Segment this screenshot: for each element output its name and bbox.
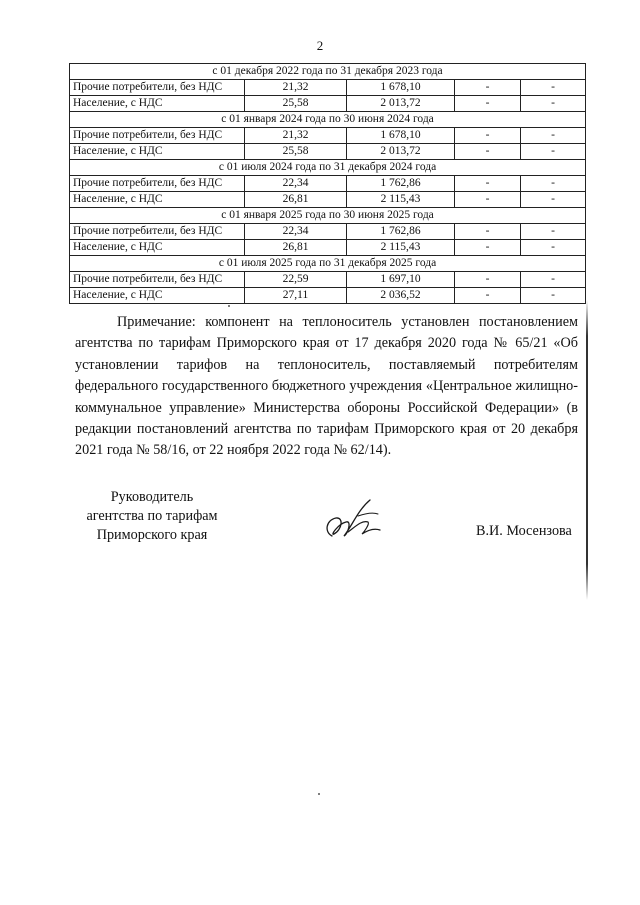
tariff-value-1: 21,32 [245,80,347,96]
tariff-value-1: 22,34 [245,176,347,192]
tariff-value-4: - [521,288,586,304]
tariff-value-3: - [455,176,521,192]
table-row [70,224,586,240]
tariff-value-2: 1 762,86 [347,176,455,192]
period-title: с 01 июля 2024 года по 31 декабря 2024 года [70,160,586,176]
tariff-value-3: - [455,96,521,112]
tariff-value-4: - [521,192,586,208]
scan-edge-line [586,300,588,600]
table-row [70,272,586,288]
table-row [70,128,586,144]
consumer-label: Население, с НДС [70,96,245,112]
tariff-value-3: - [455,128,521,144]
table-row [70,288,586,304]
period-title: с 01 января 2025 года по 30 июня 2025 года [70,208,586,224]
signer-title-line: агентства по тарифам [86,508,218,524]
tariff-value-2: 2 115,43 [347,240,455,256]
consumer-label: Прочие потребители, без НДС [70,224,245,240]
period-row [70,112,586,128]
consumer-label: Прочие потребители, без НДС [70,176,245,192]
tariff-value-1: 21,32 [245,128,347,144]
tariff-value-2: 1 762,86 [347,224,455,240]
tariff-value-4: - [521,128,586,144]
period-row [70,256,586,272]
period-row [70,160,586,176]
tariff-value-4: - [521,240,586,256]
tariff-value-3: - [455,80,521,96]
table-row [70,240,586,256]
consumer-label: Население, с НДС [70,288,245,304]
tariff-table [69,63,586,304]
tariff-value-1: 26,81 [245,240,347,256]
tariff-value-4: - [521,272,586,288]
table-row [70,80,586,96]
tariff-value-2: 2 013,72 [347,96,455,112]
handwritten-signature [318,496,390,548]
note-paragraph: Примечание: компонент на теплоноситель установлен постановлением агентства по тарифам Приморского края от 17 декабря 2020 года № 65/21 «Об установлении тарифов на теплоноситель, поставляемый потребителям федерального государственного бюджетного учреждения «Центральное жилищно-коммунальное управление» Министерства обороны Российской Федерации» (в редакции постановлений агентства по тарифам Приморского края от 20 декабря 2021 года № 58/16, от 22 ноября 2022 года № 62/14). [75,314,578,459]
consumer-label: Прочие потребители, без НДС [70,272,245,288]
tariff-value-3: - [455,224,521,240]
page-number: 2 [316,38,324,53]
tariff-value-3: - [455,272,521,288]
period-row [70,64,586,80]
tariff-value-1: 26,81 [245,192,347,208]
tariff-value-4: - [521,144,586,160]
tariff-value-4: - [521,176,586,192]
period-title: с 01 декабря 2022 года по 31 декабря 2023 года [70,64,586,80]
consumer-label: Население, с НДС [70,240,245,256]
consumer-label: Население, с НДС [70,192,245,208]
tariff-value-2: 1 678,10 [347,80,455,96]
tariff-value-1: 25,58 [245,144,347,160]
tariff-value-2: 2 013,72 [347,144,455,160]
period-row [70,208,586,224]
tariff-value-1: 25,58 [245,96,347,112]
tariff-value-2: 2 115,43 [347,192,455,208]
tariff-value-3: - [455,240,521,256]
signer-name: В.И. Мосензова [476,523,572,539]
tariff-value-2: 2 036,52 [347,288,455,304]
signer-title [72,488,232,545]
tariff-value-1: 22,59 [245,272,347,288]
tariff-value-4: - [521,80,586,96]
period-title: с 01 июля 2025 года по 31 декабря 2025 года [70,256,586,272]
scan-speck [318,793,320,795]
tariff-value-4: - [521,224,586,240]
table-row [70,144,586,160]
tariff-value-2: 1 678,10 [347,128,455,144]
table-row [70,192,586,208]
period-title: с 01 января 2024 года по 30 июня 2024 года [70,112,586,128]
tariff-value-3: - [455,288,521,304]
scan-speck [228,305,230,307]
consumer-label: Прочие потребители, без НДС [70,80,245,96]
table-row [70,176,586,192]
tariff-value-2: 1 697,10 [347,272,455,288]
table-row [70,96,586,112]
tariff-value-3: - [455,192,521,208]
tariff-value-1: 22,34 [245,224,347,240]
signer-title-line: Приморского края [96,527,208,543]
consumer-label: Население, с НДС [70,144,245,160]
tariff-value-3: - [455,144,521,160]
tariff-value-4: - [521,96,586,112]
tariff-value-1: 27,11 [245,288,347,304]
signer-title-line: Руководитель [110,489,194,505]
consumer-label: Прочие потребители, без НДС [70,128,245,144]
tariff-table-body [70,64,586,304]
